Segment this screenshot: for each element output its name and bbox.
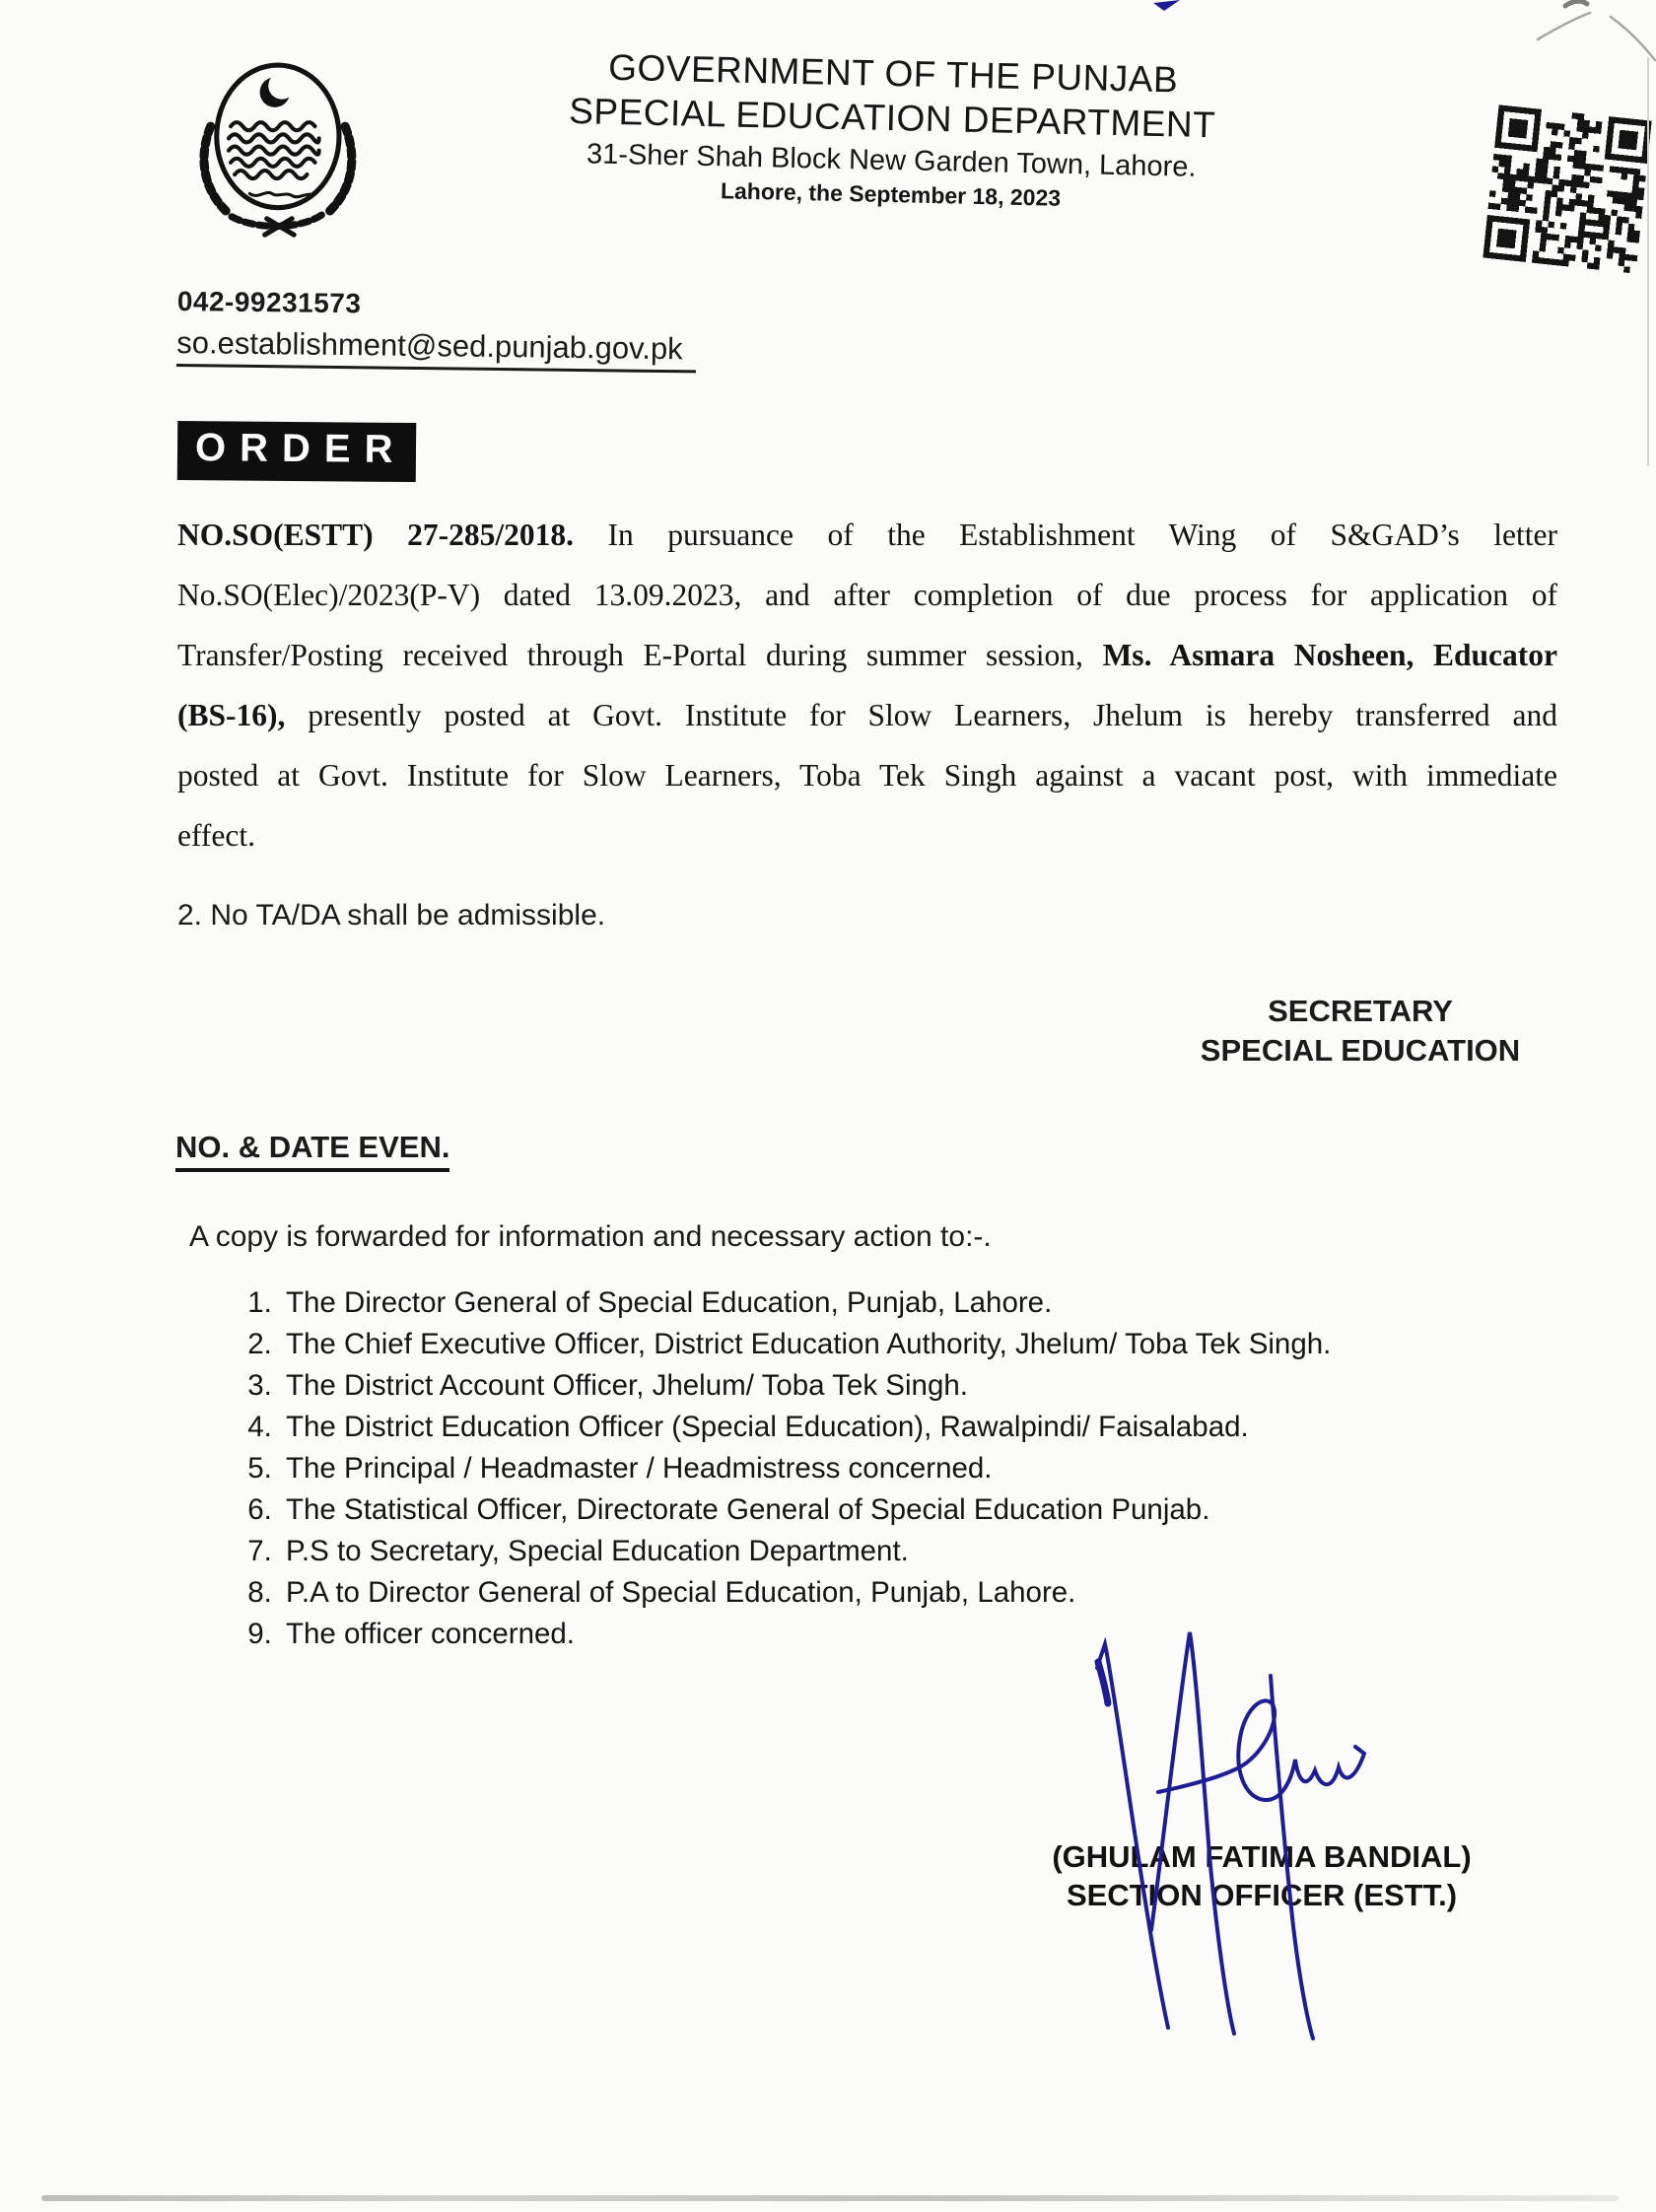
signatory-top-title: SECRETARY bbox=[1268, 994, 1453, 1028]
signatory-top bbox=[1143, 992, 1577, 1071]
list-item: 5. The Principal / Headmaster / Headmistress concerned. bbox=[280, 1453, 1656, 1485]
clause-2: 2. No TA/DA shall be admissible. bbox=[177, 899, 606, 932]
distribution-list bbox=[193, 1287, 1656, 1660]
order-paragraph bbox=[177, 505, 1557, 865]
letterhead-line1: GOVERNMENT OF THE PUNJAB bbox=[607, 46, 1179, 101]
phone-number: 042-99231573 bbox=[176, 286, 362, 319]
list-item: 1. The Director General of Special Education, Punjab, Lahore. bbox=[280, 1287, 1656, 1319]
scan-bottom-streak bbox=[41, 2195, 1619, 2201]
list-item: 4. The District Education Officer (Special Education), Rawalpindi/ Faisalabad. bbox=[280, 1412, 1656, 1443]
email-address: so.establishment@sed.punjab.gov.pk bbox=[176, 325, 697, 373]
paragraph-segment: Ms. Asmara Nosheen, Educator (BS-16), bbox=[177, 638, 1557, 732]
paragraph-segment: In pursuance of the Establishment Wing of S&GAD’s letter No.SO(Elec)/2023(P-V) dated 13.09.2023, and after completion of due process for application of Transfer/Posting received through E-Portal during summer session, bbox=[177, 518, 1557, 672]
letterhead bbox=[422, 41, 1361, 219]
paragraph-segment: presently posted at Govt. Institute for Slow Learners, Jhelum is hereby transferred and posted at Govt. Institute for Slow Learners, Toba Tek Singh against a vacant post, with immediate effect. bbox=[177, 698, 1557, 853]
list-item: 6. The Statistical Officer, Directorate General of Special Education Punjab. bbox=[280, 1494, 1656, 1526]
signatory-title: SECTION OFFICER (ESTT.) bbox=[1066, 1878, 1458, 1912]
signature-block bbox=[1005, 1837, 1518, 1914]
list-item: 9. The officer concerned. bbox=[280, 1619, 1656, 1650]
list-item: 8. P.A to Director General of Special Education, Punjab, Lahore. bbox=[280, 1577, 1656, 1609]
signatory-name: (GHULAM FATIMA BANDIAL) bbox=[1052, 1839, 1472, 1874]
signatory-top-dept: SPECIAL EDUCATION bbox=[1200, 1033, 1521, 1068]
qr-code bbox=[1483, 104, 1651, 273]
paragraph-segment: NO.SO(ESTT) 27-285/2018. bbox=[177, 518, 575, 552]
list-item: 2. The Chief Executive Officer, District Education Authority, Jhelum/ Toba Tek Singh. bbox=[280, 1329, 1656, 1360]
list-item: 3. The District Account Officer, Jhelum/ Toba Tek Singh. bbox=[280, 1370, 1656, 1402]
list-item: 7. P.S to Secretary, Special Education Department. bbox=[280, 1536, 1656, 1567]
letterhead-date: Lahore, the September 18, 2023 bbox=[720, 177, 1062, 211]
letterhead-address: 31-Sher Shah Block New Garden Town, Lahore. bbox=[586, 138, 1197, 183]
order-heading: ORDER bbox=[177, 421, 417, 482]
scan-edge-line bbox=[1647, 57, 1649, 466]
letterhead-line2: SPECIAL EDUCATION DEPARTMENT bbox=[568, 90, 1216, 146]
forward-copy-line: A copy is forwarded for information and necessary action to:-. bbox=[189, 1220, 992, 1253]
punjab-crest-logo bbox=[173, 45, 394, 242]
contact-block bbox=[176, 286, 697, 373]
no-date-even-heading: NO. & DATE EVEN. bbox=[175, 1130, 449, 1172]
